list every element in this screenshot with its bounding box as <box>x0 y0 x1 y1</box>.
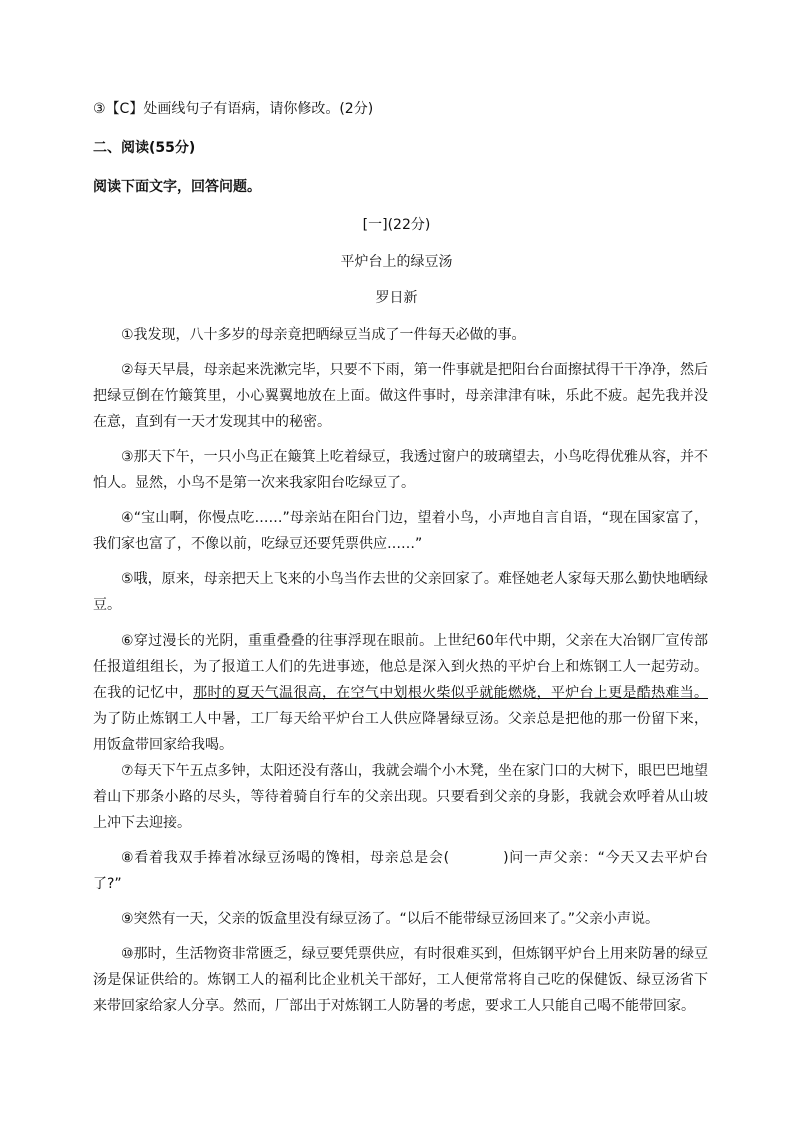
paragraph-8-text: ⑧看着我双手捧着冰绿豆汤喝的馋相，母亲总是会( <box>121 850 450 866</box>
paragraph-6-text: ⑥穿过漫长的光阴，重重叠叠的往事浮现在眼前。上世纪60年代中期，父亲在大冶钢厂宣传部任报道组组长，为了报道工人们的先进事迹，他总是深入到火热的平炉台上和炼钢工人一起劳动。在我的记忆中， <box>93 633 708 701</box>
part-label: [一](22分) <box>362 217 431 233</box>
question-3: ③【C】处画线句子有语病，请你修改。(2分) <box>93 101 374 117</box>
paragraph-10: ⑩那时，生活物资非常匮乏，绿豆要凭票供应，有时很难买到，但炼钢平炉台上用来防暑的绿豆汤是保证供给的。炼钢工人的福利比企业机关干部好，工人便常常将自己吃的保健饭、绿豆汤省下来带回家给家人分享。然而，厂部出于对炼钢工人防暑的考虑，要求工人只能自己喝不能带回家。 <box>93 946 708 1014</box>
reading-instruction: 阅读下面文字，回答问题。 <box>93 179 261 195</box>
paragraph-8 <box>93 845 708 897</box>
paragraph-6-text-end: 为了防止炼钢工人中暑，工厂每天给平炉台工人供应降暑绿豆汤。父亲总是把他的那一份留下来，用饭盒带回家给我喝。 <box>93 711 708 753</box>
passage-author: 罗日新 <box>375 290 418 306</box>
paragraph-3: ③那天下午，一只小鸟正在簸箕上吃着绿豆，我透过窗户的玻璃望去，小鸟吃得优雅从容，并不怕人。显然，小鸟不是第一次来我家阳台吃绿豆了。 <box>93 449 708 491</box>
passage-title: 平炉台上的绿豆汤 <box>340 254 453 270</box>
paragraph-1: ①我发现，八十多岁的母亲竟把晒绿豆当成了一件每天必做的事。 <box>121 327 526 343</box>
paragraph-5: ⑤哦，原来，母亲把天上飞来的小鸟当作去世的父亲回家了。难怪她老人家每天那么勤快地晒绿豆。 <box>93 571 708 613</box>
paragraph-6 <box>93 628 708 758</box>
paragraph-4: ④“宝山啊，你慢点吃……”母亲站在阳台门边，望着小鸟，小声地自言自语，“现在国家富了，我们家也富了，不像以前，吃绿豆还要凭票供应……” <box>93 510 708 552</box>
paragraph-7: ⑦每天下午五点多钟，太阳还没有落山，我就会端个小木凳，坐在家门口的大树下，眼巴巴地望着山下那条小路的尽头，等待着骑自行车的父亲出现。只要看到父亲的身影，我就会欢呼着从山坡上冲下去迎接。 <box>93 763 708 831</box>
paragraph-2: ②每天早晨，母亲起来洗漱完毕，只要不下雨，第一件事就是把阳台台面擦拭得干干净净，然后把绿豆倒在竹簸箕里，小心翼翼地放在上面。做这件事时，母亲津津有味，乐此不疲。起先我并没在意，直到有一天才发现其中的秘密。 <box>93 362 708 430</box>
paragraph-8-text-end: )问一声父亲：“今天又去平炉台了?” <box>93 850 709 892</box>
underlined-sentence: 那时的夏天气温很高，在空气中划根火柴似乎就能燃烧，平炉台上更是酷热难当。 <box>193 685 709 701</box>
section-heading: 二、阅读(55分) <box>93 140 196 156</box>
paragraph-9: ⑨突然有一天，父亲的饭盒里没有绿豆汤了。“以后不能带绿豆汤回来了。”父亲小声说。 <box>121 911 660 927</box>
